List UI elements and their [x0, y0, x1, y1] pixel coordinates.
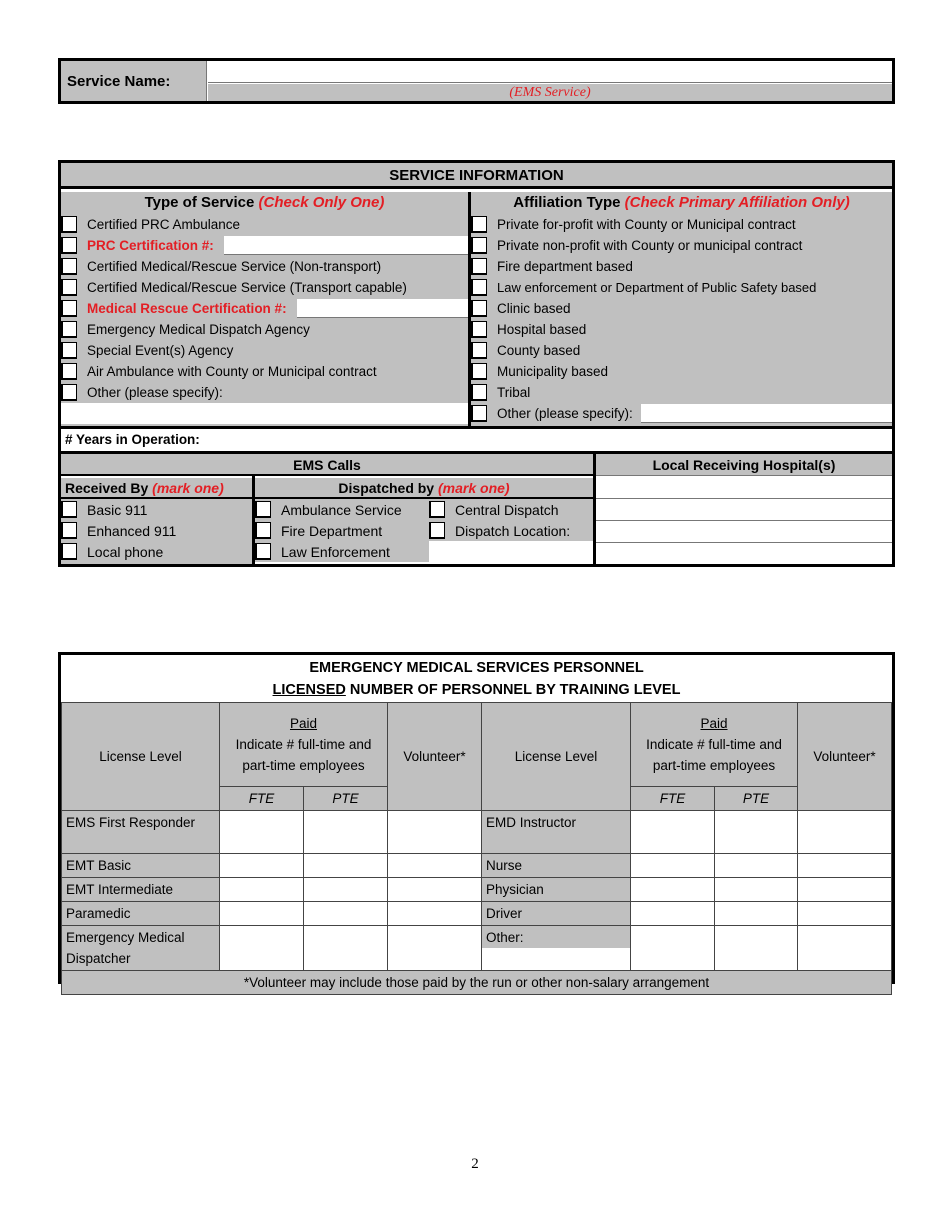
volunteer-header: Volunteer* [798, 703, 892, 811]
paid-desc: Indicate # full-time and part-time employees [646, 737, 782, 773]
affiliation-other-input[interactable] [641, 404, 892, 423]
checkbox[interactable] [61, 543, 77, 560]
affiliation-option[interactable] [471, 298, 892, 319]
checkbox[interactable] [471, 300, 487, 317]
hospitals-header: Local Receiving Hospital(s) [596, 454, 892, 476]
paid-header [631, 703, 798, 787]
type-option[interactable] [61, 277, 468, 298]
affiliation-type-column [471, 192, 892, 426]
pte-input[interactable] [715, 902, 798, 926]
affiliation-header [471, 192, 892, 214]
option-label: Certified Medical/Rescue Service (Transport capable) [87, 280, 407, 295]
license-level: Emergency Medical Dispatcher [62, 926, 220, 971]
dispatched-option[interactable] [255, 499, 429, 520]
option-label: Fire department based [497, 259, 633, 274]
dispatched-options-2 [429, 499, 593, 562]
title-underlined: LICENSED [272, 682, 346, 698]
license-level-header: License Level [62, 703, 220, 811]
fte-input[interactable] [631, 811, 715, 854]
license-level: Driver [482, 902, 631, 926]
volunteer-input[interactable] [798, 854, 892, 878]
paid-label: Paid [289, 716, 318, 731]
pte-input[interactable] [304, 902, 388, 926]
fte-input[interactable] [220, 854, 304, 878]
volunteer-input[interactable] [388, 878, 482, 902]
checkbox[interactable] [471, 216, 487, 233]
received-option[interactable] [61, 499, 252, 520]
mark-one-note: (mark one) [152, 480, 224, 496]
checkbox[interactable] [471, 342, 487, 359]
pte-header: PTE [304, 787, 388, 811]
table-row [62, 926, 892, 971]
other-level-cell [482, 926, 631, 971]
type-header-note: (Check Only One) [258, 194, 385, 211]
fte-header: FTE [220, 787, 304, 811]
checkbox[interactable] [429, 522, 445, 539]
table-row [62, 902, 892, 926]
checkbox[interactable] [255, 543, 271, 560]
title-line-1: EMERGENCY MEDICAL SERVICES PERSONNEL [309, 660, 644, 676]
dispatched-option[interactable] [255, 520, 429, 541]
option-label: Hospital based [497, 322, 587, 337]
field-label: Medical Rescue Certification #: [87, 301, 287, 316]
checkbox[interactable] [255, 501, 271, 518]
pte-input[interactable] [304, 926, 388, 971]
option-label: County based [497, 343, 581, 358]
footnote: *Volunteer may include those paid by the run or other non-salary arrangement [62, 971, 892, 995]
fte-input[interactable] [631, 926, 715, 971]
checkbox[interactable] [471, 363, 487, 380]
license-level: Paramedic [62, 902, 220, 926]
title-line-2 [61, 679, 892, 701]
fte-input[interactable] [220, 902, 304, 926]
option-label: Tribal [497, 385, 531, 400]
other-level-input[interactable] [482, 948, 630, 968]
option-label: Law Enforcement [281, 543, 390, 560]
license-level: EMT Basic [62, 854, 220, 878]
fte-input[interactable] [220, 926, 304, 971]
paid-header [220, 703, 388, 787]
volunteer-header: Volunteer* [388, 703, 482, 811]
prc-cert-row[interactable] [61, 235, 468, 256]
personnel-section [58, 652, 895, 990]
field-label: PRC Certification #: [87, 238, 214, 253]
medical-rescue-cert-input[interactable] [297, 299, 468, 318]
type-other-input[interactable] [61, 403, 468, 424]
option-label: Basic 911 [87, 501, 148, 518]
type-of-service-column [61, 192, 468, 426]
checkbox[interactable] [61, 216, 77, 233]
option-label: Fire Department [281, 522, 383, 539]
aff-header-label: Affiliation Type [513, 194, 625, 211]
option-label: Other (please specify): [497, 406, 633, 421]
dispatched-options [255, 499, 429, 562]
personnel-title [61, 655, 892, 702]
medical-rescue-cert-row[interactable] [61, 298, 468, 319]
service-name-field[interactable] [208, 61, 892, 83]
pte-input[interactable] [715, 926, 798, 971]
aff-header-note: (Check Primary Affiliation Only) [624, 194, 850, 211]
service-name-block [58, 58, 895, 104]
checkbox[interactable] [61, 237, 77, 254]
fte-input[interactable] [220, 811, 304, 854]
dispatched-option[interactable] [255, 541, 429, 562]
option-label: Dispatch Location: [455, 522, 571, 539]
affiliation-option[interactable] [471, 214, 892, 235]
volunteer-input[interactable] [388, 902, 482, 926]
checkbox[interactable] [61, 258, 77, 275]
volunteer-input[interactable] [798, 878, 892, 902]
volunteer-input[interactable] [798, 902, 892, 926]
years-in-operation-label[interactable]: # Years in Operation: [65, 432, 200, 447]
service-name-hint: (EMS Service) [208, 84, 892, 101]
service-information-section [58, 160, 895, 567]
pte-input[interactable] [304, 878, 388, 902]
table-row [62, 811, 892, 854]
checkbox[interactable] [61, 279, 77, 296]
checkbox[interactable] [61, 321, 77, 338]
option-label: Special Event(s) Agency [87, 343, 234, 358]
type-option[interactable] [61, 340, 468, 361]
prc-cert-input[interactable] [224, 236, 468, 255]
checkbox[interactable] [471, 279, 487, 296]
option-label: Emergency Medical Dispatch Agency [87, 322, 310, 337]
pte-input[interactable] [715, 811, 798, 854]
fte-input[interactable] [631, 854, 715, 878]
section-title: SERVICE INFORMATION [61, 163, 892, 189]
fte-header: FTE [631, 787, 715, 811]
affiliation-option[interactable] [471, 277, 892, 298]
option-label: Local phone [87, 543, 164, 560]
checkbox[interactable] [471, 384, 487, 401]
checkbox[interactable] [471, 237, 487, 254]
fte-input[interactable] [220, 878, 304, 902]
dispatched-by-label: Dispatched by [338, 480, 438, 496]
affiliation-option[interactable] [471, 340, 892, 361]
type-option[interactable] [61, 382, 468, 403]
dispatched-by-column [255, 478, 593, 564]
volunteer-input[interactable] [388, 811, 482, 854]
option-label: Clinic based [497, 301, 571, 316]
hospital-input[interactable] [596, 521, 892, 543]
checkbox[interactable] [471, 405, 487, 422]
option-label: Private non-profit with County or municipal contract [497, 238, 803, 253]
hospital-input[interactable] [596, 476, 892, 499]
option-label: Air Ambulance with County or Municipal contract [87, 364, 377, 379]
table-row [62, 854, 892, 878]
affiliation-option[interactable] [471, 361, 892, 382]
option-label: Central Dispatch [455, 501, 559, 518]
checkbox[interactable] [61, 501, 77, 518]
volunteer-input[interactable] [388, 926, 482, 971]
affiliation-option[interactable] [471, 319, 892, 340]
volunteer-input[interactable] [388, 854, 482, 878]
pte-input[interactable] [715, 878, 798, 902]
dispatched-option[interactable] [429, 520, 593, 541]
type-option[interactable] [61, 361, 468, 382]
paid-label: Paid [700, 716, 728, 731]
license-level: Physician [482, 878, 631, 902]
option-label: Certified PRC Ambulance [87, 217, 241, 232]
checkbox[interactable] [61, 363, 77, 380]
checkbox[interactable] [61, 300, 77, 317]
dispatched-by-header [255, 478, 593, 499]
license-level: EMT Intermediate [62, 878, 220, 902]
option-label: Private for-profit with County or Municipal contract [497, 217, 796, 232]
type-header-label: Type of Service [144, 194, 259, 211]
checkbox[interactable] [61, 342, 77, 359]
received-option[interactable] [61, 520, 252, 541]
service-name-label: Service Name: [61, 61, 207, 101]
license-level: EMD Instructor [482, 811, 631, 854]
received-by-header [61, 478, 252, 499]
received-option[interactable] [61, 541, 252, 562]
received-by-column [61, 478, 252, 564]
option-label: Other (please specify): [87, 385, 223, 400]
option-label: Municipality based [497, 364, 609, 379]
license-level: Other: [482, 926, 630, 948]
pte-input[interactable] [304, 854, 388, 878]
option-label: Enhanced 911 [87, 522, 177, 539]
volunteer-input[interactable] [798, 811, 892, 854]
dispatched-option[interactable] [429, 499, 593, 520]
hospitals-list [596, 476, 892, 564]
fte-input[interactable] [631, 902, 715, 926]
checkbox[interactable] [471, 321, 487, 338]
ems-calls-header: EMS Calls [61, 454, 593, 476]
page-number: 2 [471, 1156, 479, 1172]
fte-input[interactable] [631, 878, 715, 902]
license-level-header: License Level [482, 703, 631, 811]
checkbox[interactable] [61, 384, 77, 401]
hospital-input[interactable] [596, 499, 892, 521]
pte-header: PTE [715, 787, 798, 811]
checkbox[interactable] [255, 522, 271, 539]
license-level: EMS First Responder [62, 811, 220, 854]
type-header [61, 192, 468, 214]
pte-input[interactable] [715, 854, 798, 878]
pte-input[interactable] [304, 811, 388, 854]
type-option[interactable] [61, 319, 468, 340]
paid-desc: Indicate # full-time and part-time employees [235, 737, 372, 773]
option-label: Certified Medical/Rescue Service (Non-transport) [87, 259, 382, 274]
option-label: Law enforcement or Department of Public Safety based [497, 280, 817, 295]
table-row [62, 878, 892, 902]
type-option[interactable] [61, 256, 468, 277]
hospital-input[interactable] [596, 543, 892, 564]
affiliation-option[interactable] [471, 256, 892, 277]
checkbox[interactable] [429, 501, 445, 518]
personnel-table [61, 702, 892, 995]
volunteer-input[interactable] [798, 926, 892, 971]
affiliation-option[interactable] [471, 382, 892, 403]
checkbox[interactable] [61, 522, 77, 539]
affiliation-other-row[interactable] [471, 403, 892, 424]
type-option[interactable] [61, 214, 468, 235]
option-label: Ambulance Service [281, 501, 402, 518]
affiliation-option[interactable] [471, 235, 892, 256]
license-level: Nurse [482, 854, 631, 878]
received-by-label: Received By [65, 480, 153, 496]
mark-one-note: (mark one) [438, 480, 510, 496]
title-rest: NUMBER OF PERSONNEL BY TRAINING LEVEL [345, 682, 681, 698]
checkbox[interactable] [471, 258, 487, 275]
